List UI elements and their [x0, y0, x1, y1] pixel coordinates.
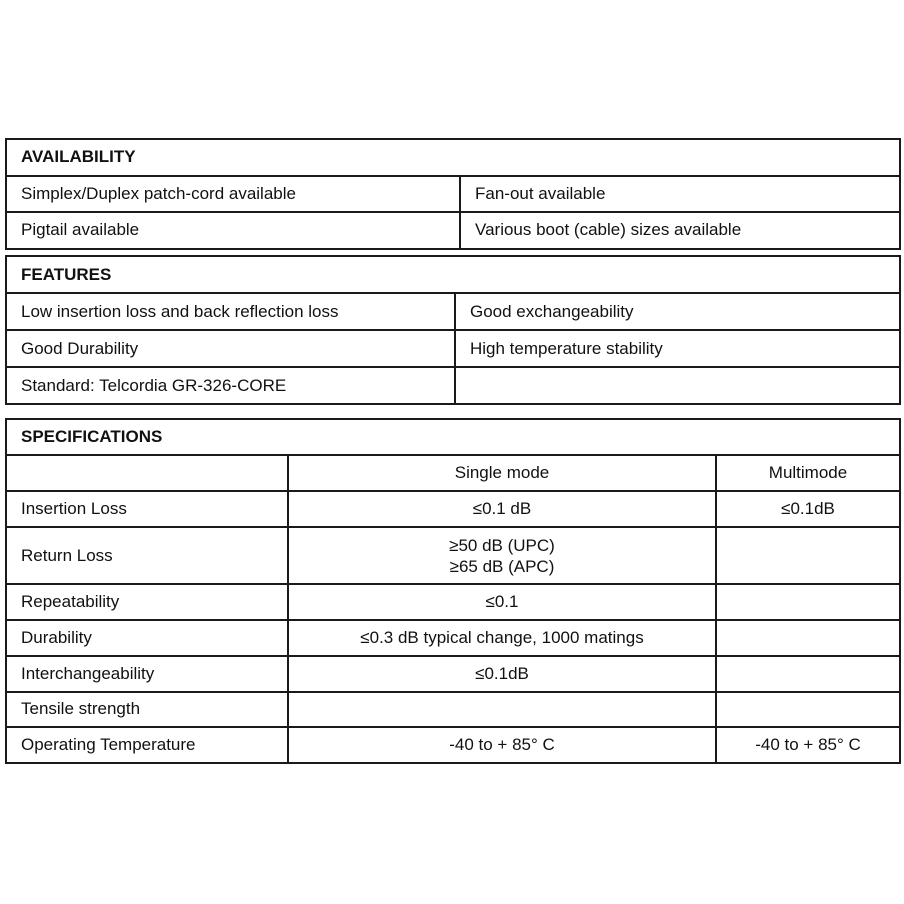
table-row	[6, 692, 900, 728]
availability-cell: Pigtail available	[6, 212, 460, 249]
availability-cell: Fan-out available	[460, 176, 900, 213]
column-header: Multimode	[716, 455, 900, 491]
spec-multi	[716, 620, 900, 656]
table-row	[6, 620, 900, 656]
availability-title: AVAILABILITY	[6, 139, 900, 176]
spec-multi	[716, 584, 900, 620]
features-title: FEATURES	[6, 256, 900, 293]
table-row	[6, 367, 900, 404]
spec-multi	[716, 692, 900, 728]
column-header	[6, 455, 288, 491]
spec-label: Tensile strength	[6, 692, 288, 728]
feature-cell: Good Durability	[6, 330, 455, 367]
spec-label: Operating Temperature	[6, 727, 288, 763]
spec-multi	[716, 527, 900, 584]
feature-cell: High temperature stability	[455, 330, 900, 367]
spec-single: ≤0.3 dB typical change, 1000 matings	[288, 620, 716, 656]
table-row	[6, 584, 900, 620]
table-row	[6, 293, 900, 330]
table-row	[6, 727, 900, 763]
spec-multi	[716, 656, 900, 692]
spec-single: -40 to + 85° C	[288, 727, 716, 763]
availability-cell: Various boot (cable) sizes available	[460, 212, 900, 249]
specifications-title: SPECIFICATIONS	[6, 419, 900, 455]
spec-single	[288, 692, 716, 728]
table-row	[6, 176, 900, 213]
spec-single: ≤0.1	[288, 584, 716, 620]
feature-cell: Good exchangeability	[455, 293, 900, 330]
feature-cell: Standard: Telcordia GR-326-CORE	[6, 367, 455, 404]
spec-single-line: ≥65 dB (APC)	[449, 556, 555, 576]
availability-cell: Simplex/Duplex patch-cord available	[6, 176, 460, 213]
availability-table	[5, 138, 901, 250]
spec-label: Repeatability	[6, 584, 288, 620]
spec-single: ≤0.1dB	[288, 656, 716, 692]
spec-label: Interchangeability	[6, 656, 288, 692]
spec-multi: -40 to + 85° C	[716, 727, 900, 763]
table-row	[6, 491, 900, 527]
table-row	[6, 527, 900, 584]
table-header-row	[6, 455, 900, 491]
spec-single	[288, 527, 716, 584]
feature-cell: Low insertion loss and back reflection loss	[6, 293, 455, 330]
specifications-table	[5, 418, 901, 764]
column-header: Single mode	[288, 455, 716, 491]
table-row	[6, 330, 900, 367]
table-row	[6, 212, 900, 249]
feature-cell	[455, 367, 900, 404]
spec-multi: ≤0.1dB	[716, 491, 900, 527]
spec-label: Insertion Loss	[6, 491, 288, 527]
features-table	[5, 255, 901, 405]
spec-single-line: ≥50 dB (UPC)	[449, 535, 555, 555]
table-row	[6, 656, 900, 692]
spec-label: Durability	[6, 620, 288, 656]
spec-single: ≤0.1 dB	[288, 491, 716, 527]
spec-label: Return Loss	[6, 527, 288, 584]
